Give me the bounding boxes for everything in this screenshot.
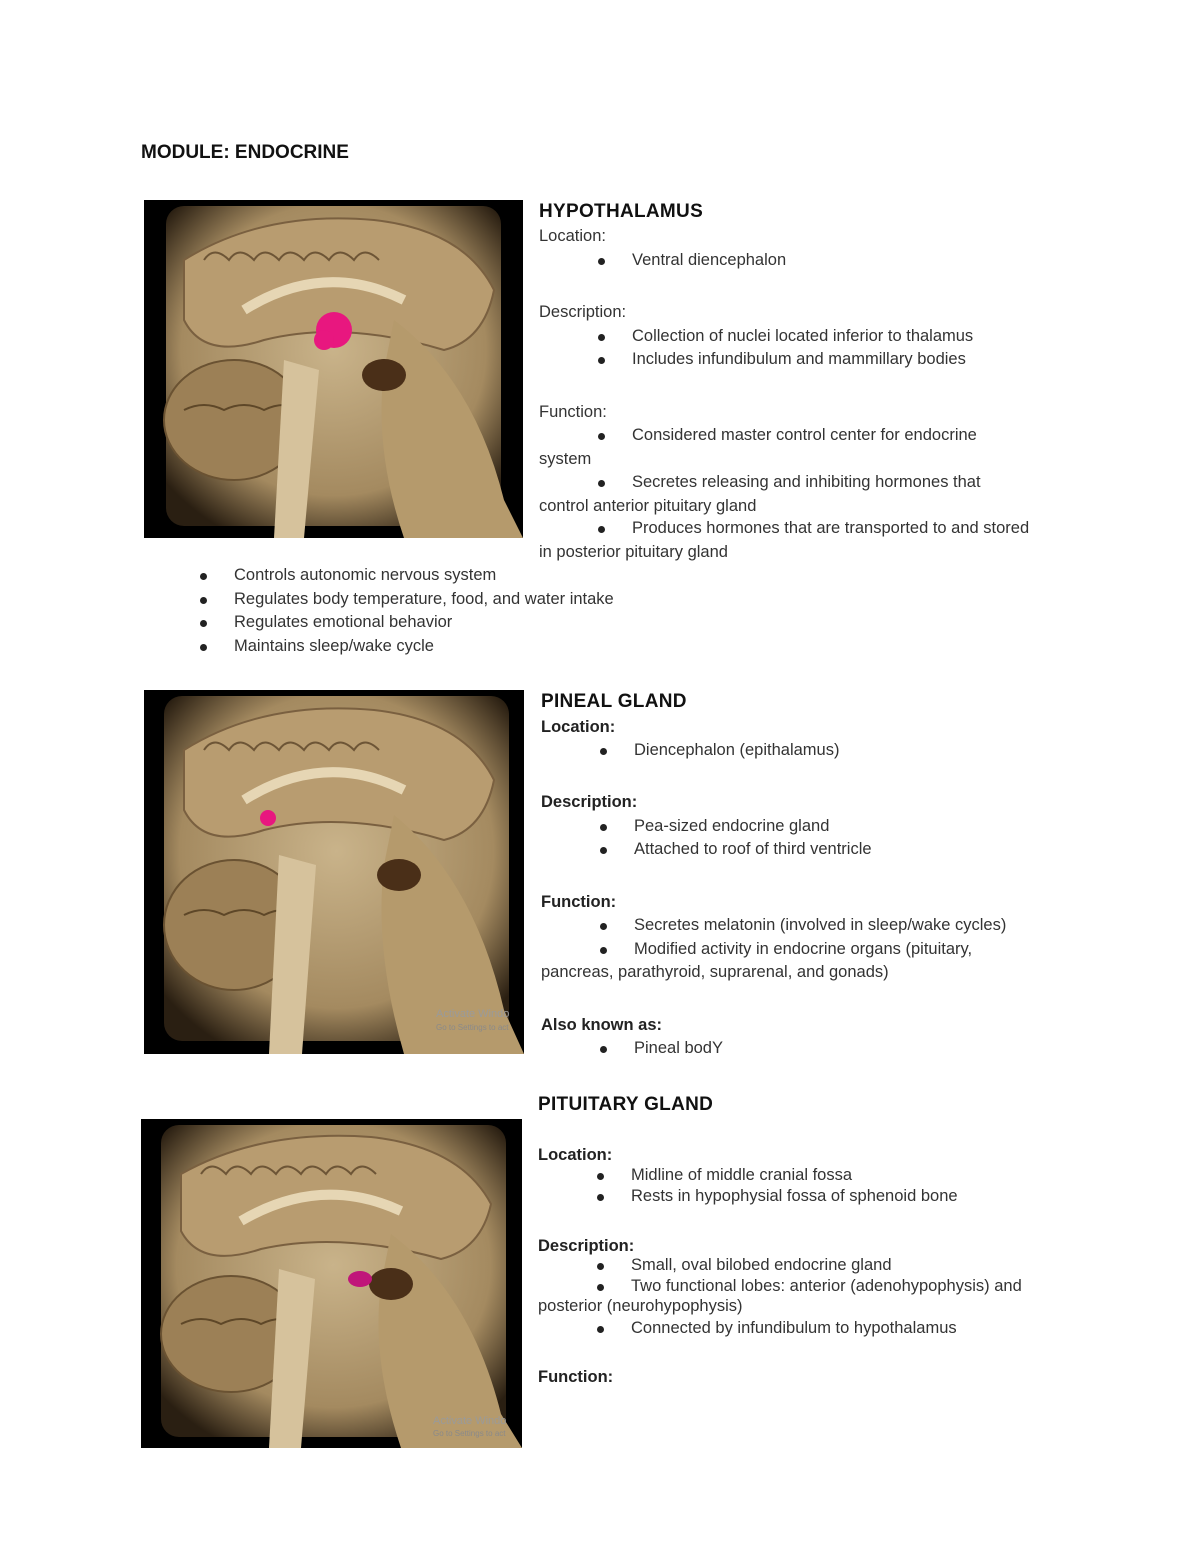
watermark-text: Activate Windo — [436, 1008, 510, 1020]
pineal-title: PINEAL GLAND — [541, 691, 687, 712]
hypothalamus-function-item: Maintains sleep/wake cycle — [234, 637, 434, 655]
bullet-icon — [200, 620, 207, 627]
bullet-icon — [598, 258, 605, 265]
bullet-icon — [597, 1326, 604, 1333]
pineal-description-item: Attached to roof of third ventricle — [634, 840, 872, 858]
pineal-function-item: Secretes melatonin (involved in sleep/wake cycles) — [634, 916, 1007, 934]
bullet-icon — [600, 847, 607, 854]
hypothalamus-location-label: Location: — [539, 227, 606, 245]
pituitary-image — [141, 1119, 522, 1448]
hypothalamus-description-item: Collection of nuclei located inferior to thalamus — [632, 327, 974, 345]
bullet-icon — [200, 644, 207, 651]
pineal-aka-item: Pineal bodY — [634, 1039, 723, 1057]
bullet-icon — [597, 1284, 604, 1291]
pituitary-location-item: Rests in hypophysial fossa of sphenoid bone — [631, 1187, 958, 1205]
hypothalamus-function-label: Function: — [539, 403, 607, 421]
bullet-icon — [200, 573, 207, 580]
bullet-icon — [598, 433, 605, 440]
pituitary-description-item-cont: posterior (neurohypophysis) — [538, 1297, 743, 1315]
hypothalamus-function-item: Regulates body temperature, food, and water intake — [234, 590, 614, 608]
hypothalamus-image — [144, 200, 523, 538]
module-title: MODULE: ENDOCRINE — [141, 142, 349, 163]
pineal-description-item: Pea-sized endocrine gland — [634, 817, 830, 835]
pineal-function-item-cont: pancreas, parathyroid, suprarenal, and gonads) — [541, 963, 889, 981]
pineal-location-item: Diencephalon (epithalamus) — [634, 741, 840, 759]
hypothalamus-function-item-cont: control anterior pituitary gland — [539, 497, 757, 515]
pineal-function-item: Modified activity in endocrine organs (pituitary, — [634, 940, 973, 958]
bullet-icon — [600, 824, 607, 831]
bullet-icon — [600, 1046, 607, 1053]
bullet-icon — [598, 357, 605, 364]
pituitary-location-item: Midline of middle cranial fossa — [631, 1166, 853, 1184]
pituitary-description-label: Description: — [538, 1237, 635, 1255]
pituitary-title: PITUITARY GLAND — [538, 1094, 714, 1115]
bullet-icon — [600, 947, 607, 954]
hypothalamus-function-item: Produces hormones that are transported to and stored — [632, 519, 1030, 537]
hypothalamus-function-item: Regulates emotional behavior — [234, 613, 453, 631]
bullet-icon — [600, 748, 607, 755]
pineal-function-label: Function: — [541, 893, 617, 911]
bullet-icon — [597, 1194, 604, 1201]
bullet-icon — [597, 1263, 604, 1270]
bullet-icon — [598, 480, 605, 487]
bullet-icon — [600, 923, 607, 930]
hypothalamus-title: HYPOTHALAMUS — [539, 201, 704, 222]
hypothalamus-function-item: Secretes releasing and inhibiting hormones that — [632, 473, 981, 491]
pituitary-description-item: Two functional lobes: anterior (adenohypophysis) and — [631, 1277, 1022, 1295]
watermark-text: Activate Windo — [433, 1415, 507, 1427]
bullet-icon — [597, 1173, 604, 1180]
pituitary-location-label: Location: — [538, 1146, 613, 1164]
bullet-icon — [200, 597, 207, 604]
pineal-image — [144, 690, 524, 1054]
hypothalamus-function-item-cont: system — [539, 450, 592, 468]
hypothalamus-function-item: Controls autonomic nervous system — [234, 566, 497, 584]
pineal-description-label: Description: — [541, 793, 638, 811]
hypothalamus-description-label: Description: — [539, 303, 627, 321]
pituitary-description-item: Small, oval bilobed endocrine gland — [631, 1256, 892, 1274]
pituitary-function-label: Function: — [538, 1368, 614, 1386]
hypothalamus-function-item: Considered master control center for endocrine — [632, 426, 977, 444]
hypothalamus-description-item: Includes infundibulum and mammillary bodies — [632, 350, 966, 368]
bullet-icon — [598, 526, 605, 533]
hypothalamus-location-item: Ventral diencephalon — [632, 251, 787, 269]
pineal-location-label: Location: — [541, 718, 616, 736]
bullet-icon — [598, 334, 605, 341]
watermark-subtext: Go to Settings to act — [433, 1429, 506, 1438]
pituitary-description-item: Connected by infundibulum to hypothalamus — [631, 1319, 957, 1337]
pineal-aka-label: Also known as: — [541, 1016, 663, 1034]
watermark-subtext: Go to Settings to act — [436, 1023, 509, 1032]
hypothalamus-function-item-cont: in posterior pituitary gland — [539, 543, 728, 561]
